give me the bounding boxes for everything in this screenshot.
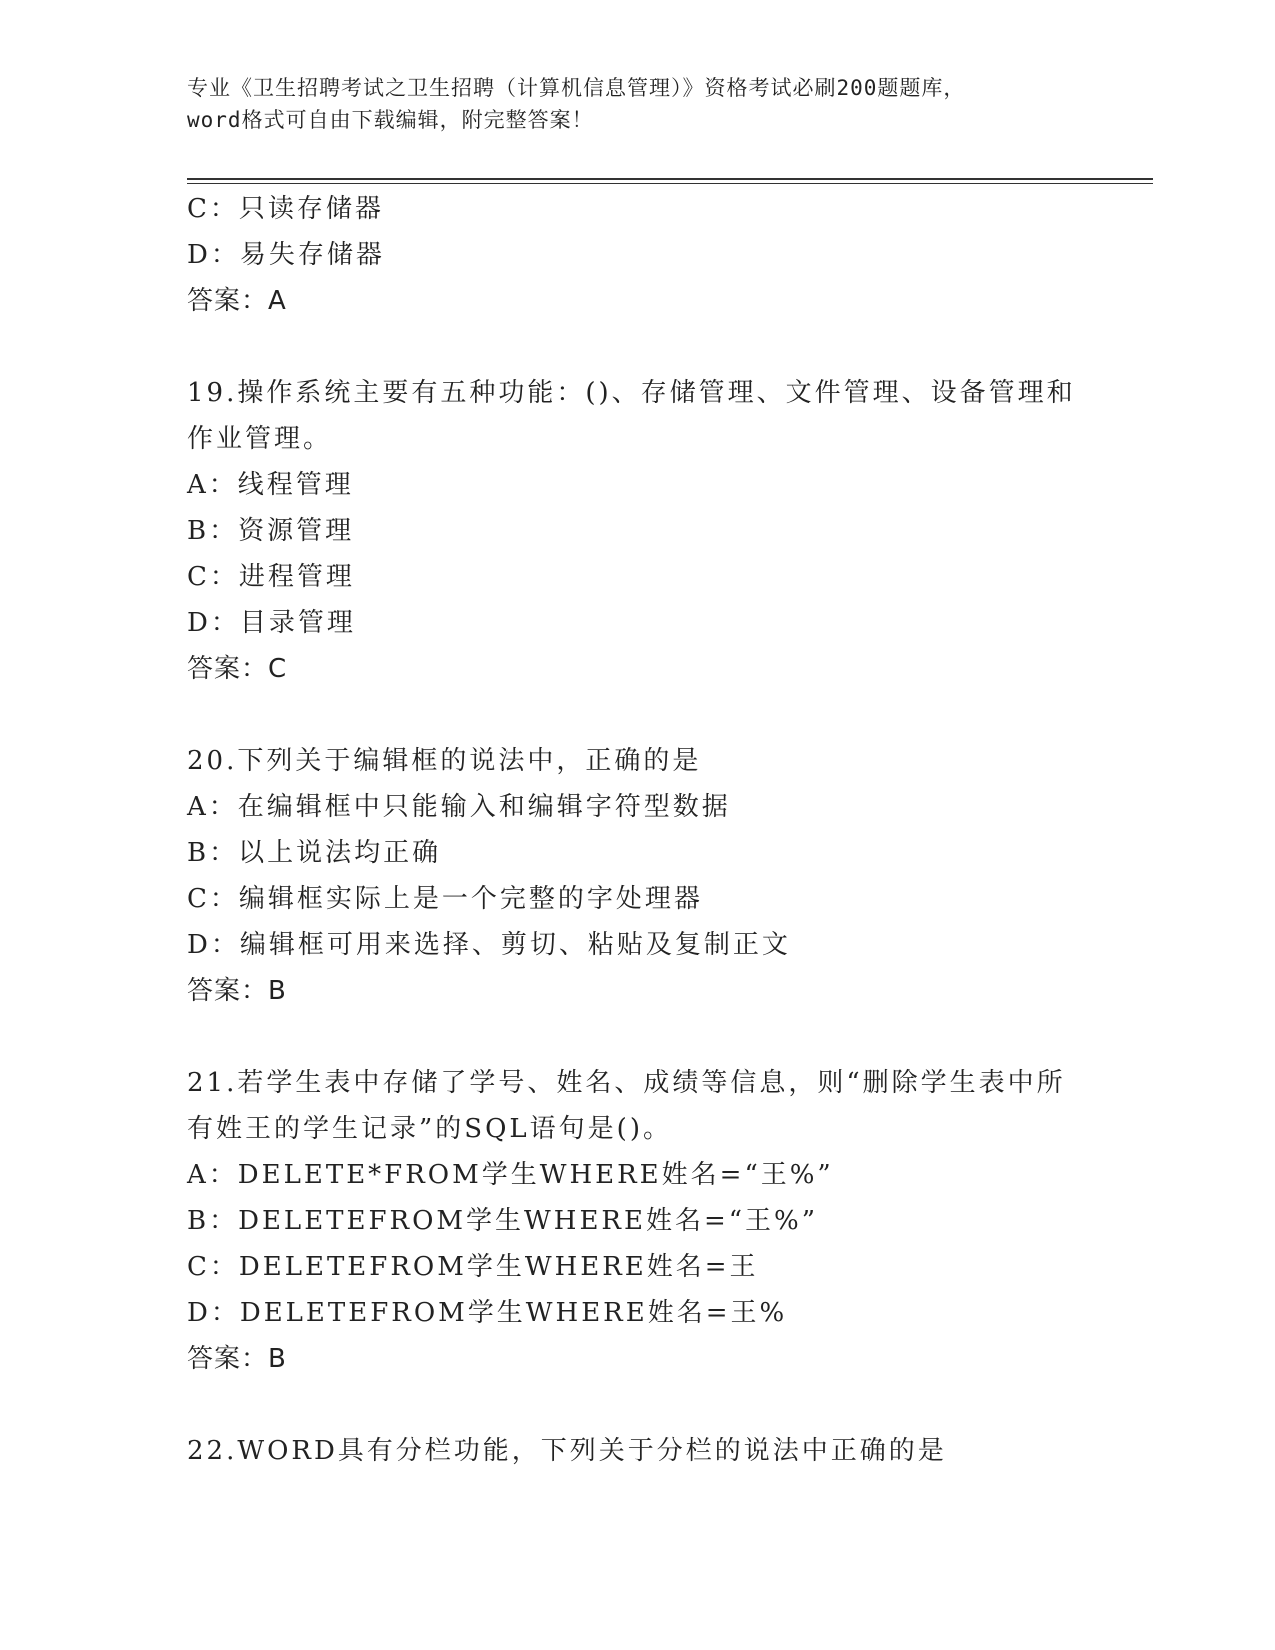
question-18-tail (187, 186, 1087, 324)
header-line-1: 专业《卫生招聘考试之卫生招聘（计算机信息管理）》资格考试必刷200题题库， (187, 76, 966, 100)
option-b: B：以上说法均正确 (187, 838, 442, 868)
option-c: C：进程管理 (187, 562, 355, 592)
option-c: C：DELETEFROM学生WHERE姓名=王 (187, 1252, 759, 1282)
option-a: A：线程管理 (187, 470, 354, 500)
question-21 (187, 1060, 1087, 1382)
header-rule-thin (187, 183, 1153, 184)
option-d: D：DELETEFROM学生WHERE姓名=王% (187, 1298, 788, 1328)
option-b: B：DELETEFROM学生WHERE姓名=“王%” (187, 1206, 819, 1236)
question-text: 21.若学生表中存储了学号、姓名、成绩等信息，则“删除学生表中所 (187, 1068, 1066, 1098)
option-c: C：编辑框实际上是一个完整的字处理器 (187, 884, 703, 914)
option-b: B：资源管理 (187, 516, 355, 546)
option-d: D：易失存储器 (187, 240, 385, 270)
option-a: A：在编辑框中只能输入和编辑字符型数据 (187, 792, 731, 822)
option-a: A：DELETE*FROM学生WHERE姓名=“王%” (187, 1160, 834, 1190)
question-text: 19.操作系统主要有五种功能：()、存储管理、文件管理、设备管理和 (187, 378, 1076, 408)
question-text: 作业管理。 (187, 424, 333, 454)
question-list (187, 186, 1087, 1474)
option-d: D：编辑框可用来选择、剪切、粘贴及复制正文 (187, 930, 791, 960)
option-d: D：目录管理 (187, 608, 356, 638)
question-text: 20.下列关于编辑框的说法中，正确的是 (187, 746, 702, 776)
document-header (187, 72, 1087, 136)
answer: 答案：A (187, 286, 287, 316)
question-text: 有姓王的学生记录”的SQL语句是()。 (187, 1114, 672, 1144)
question-22 (187, 1428, 1087, 1474)
answer: 答案：B (187, 976, 287, 1006)
answer: 答案：B (187, 1344, 287, 1374)
option-c: C：只读存储器 (187, 194, 384, 224)
question-19 (187, 370, 1087, 692)
header-rule-thick (187, 178, 1153, 180)
question-text: 22.WORD具有分栏功能，下列关于分栏的说法中正确的是 (187, 1436, 947, 1466)
question-20 (187, 738, 1087, 1014)
header-line-2: word格式可自由下载编辑，附完整答案！ (187, 108, 594, 132)
answer: 答案：C (187, 654, 288, 684)
